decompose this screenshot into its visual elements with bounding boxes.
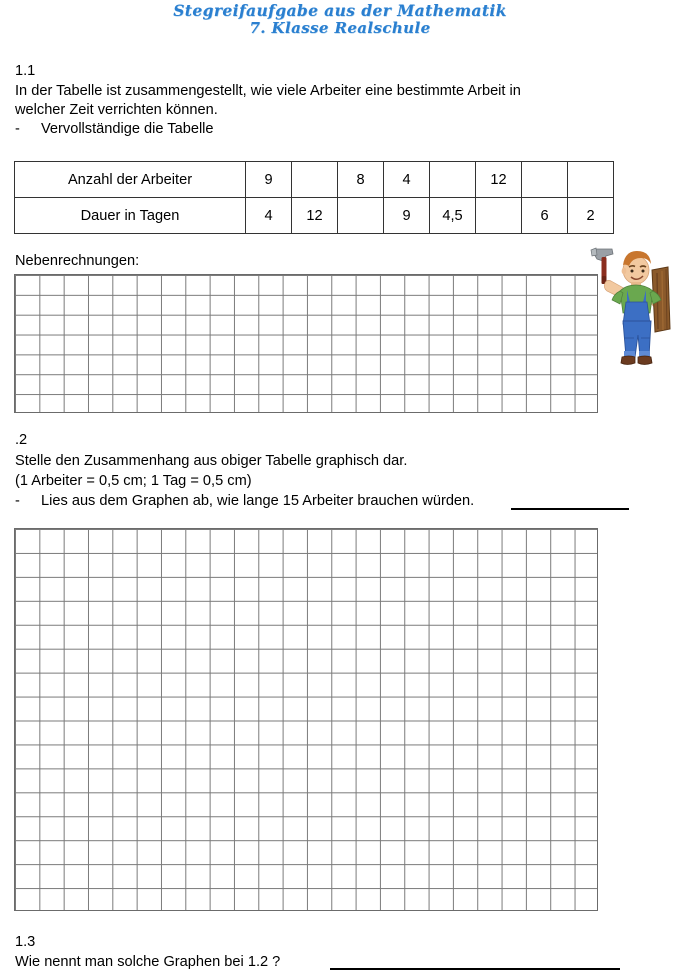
cell-workers-1[interactable]: 9 [246,162,292,198]
answer-line-task-1-3[interactable] [330,968,620,970]
row-label-workers: Anzahl der Arbeiter [15,162,246,198]
task-1-1-bullet [15,120,214,140]
cell-days-3[interactable] [338,198,384,234]
answer-line-task-1-2[interactable] [511,508,629,510]
title-line-2: 7. Klasse Realschule [249,18,431,37]
hammer-icon [591,248,613,284]
task-1-2-bullet [15,492,474,512]
table-row [15,198,614,234]
cell-days-2[interactable]: 12 [292,198,338,234]
task-1-3-number: 1.3 [15,934,36,950]
table-row [15,162,614,198]
worker-duration-table [14,161,614,234]
table-body [15,162,614,234]
construction-worker-illustration [588,243,680,380]
task-1-1-intro-line-1: In der Tabelle ist zusammengestellt, wie viele Arbeiter eine bestimmte Arbeit in [15,83,521,99]
scratch-work-grid[interactable] [14,274,598,413]
graph-plotting-grid[interactable] [14,528,598,911]
worker-boot-left [621,356,635,365]
title-line-1: Stegreifaufgabe aus der Mathematik [173,1,507,20]
cell-workers-5[interactable] [430,162,476,198]
cell-days-1[interactable]: 4 [246,198,292,234]
task-1-1-bullet-label: Vervollständige die Tabelle [41,121,214,137]
cell-workers-7[interactable] [522,162,568,198]
cell-days-5[interactable]: 4,5 [430,198,476,234]
cell-days-6[interactable] [476,198,522,234]
cell-workers-2[interactable] [292,162,338,198]
task-1-2-line-1: Stelle den Zusammenhang aus obiger Tabelle graphisch dar. [15,453,408,469]
task-1-3-question: Wie nennt man solche Graphen bei 1.2 ? [15,954,281,970]
cell-days-8[interactable]: 2 [568,198,614,234]
task-1-2-scale-note: (1 Arbeiter = 0,5 cm; 1 Tag = 0,5 cm) [15,473,252,489]
cell-workers-3[interactable]: 8 [338,162,384,198]
cell-days-7[interactable]: 6 [522,198,568,234]
cell-workers-6[interactable]: 12 [476,162,522,198]
page-title [0,2,680,37]
cell-workers-8[interactable] [568,162,614,198]
task-1-2-number: .2 [15,432,28,448]
cell-workers-4[interactable]: 4 [384,162,430,198]
bullet-dash-icon: - [15,493,20,509]
bullet-dash-icon: - [15,121,20,137]
worker-boot-right [638,356,652,365]
row-label-days: Dauer in Tagen [15,198,246,234]
task-1-1-intro-line-2: welcher Zeit verrichten können. [15,102,218,118]
scratch-work-label: Nebenrechnungen: [15,253,140,269]
cell-days-4[interactable]: 9 [384,198,430,234]
task-1-1-number: 1.1 [15,63,36,79]
task-1-2-bullet-label: Lies aus dem Graphen ab, wie lange 15 Arbeiter brauchen würden. [41,493,475,509]
